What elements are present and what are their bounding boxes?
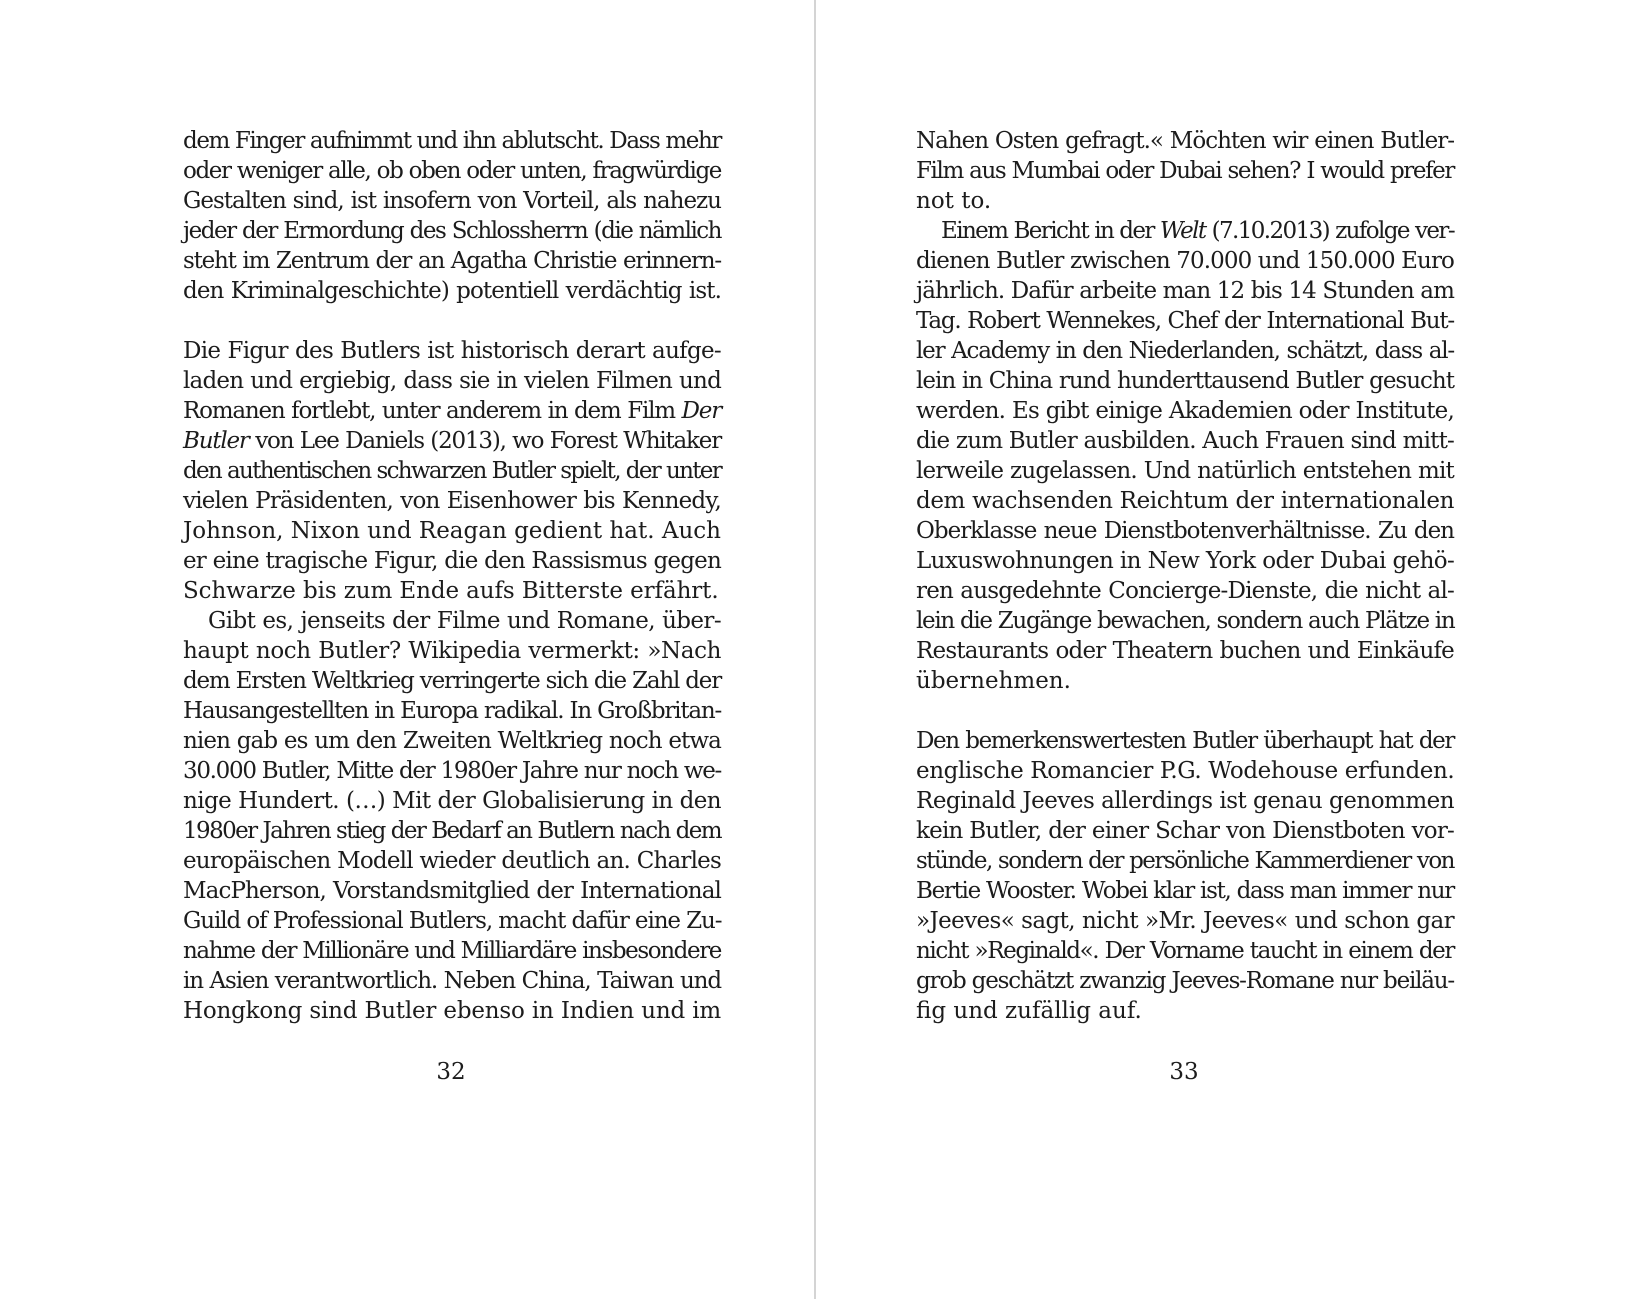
text-line: Luxuswohnungen in New York oder Dubai gehö-	[916, 548, 1455, 574]
page-number: 33	[1169, 1059, 1199, 1085]
text-line: »Jeeves« sagt, nicht »Mr. Jeeves« und schon gar	[916, 908, 1454, 934]
text-line: englische Romancier P.G. Wodehouse erfunden.	[916, 758, 1455, 784]
text-line: die zum Butler ausbilden. Auch Frauen sind mitt-	[916, 428, 1454, 454]
text-line: Reginald Jeeves allerdings ist genau genommen	[916, 788, 1455, 814]
text-line: MacPherson, Vorstandsmitglied der International	[183, 878, 721, 904]
text-line: fig und zufällig auf.	[916, 998, 1142, 1024]
text-segment: von Lee Daniels (2013), wo Forest Whitaker	[248, 428, 721, 454]
text-line-with-title	[916, 216, 1454, 246]
text-line: Gibt es, jenseits der Filme und Romane, über-	[208, 608, 721, 634]
text-line: Guild of Professional Butlers, macht dafür eine Zu-	[183, 908, 722, 934]
text-line: er eine tragische Figur, die den Rassismus gegen	[183, 548, 721, 574]
text-line: übernehmen.	[916, 668, 1071, 694]
text-line: jährlich. Dafür arbeite man 12 bis 14 Stunden am	[916, 278, 1454, 304]
text-line: Die Figur des Butlers ist historisch derart aufge-	[183, 338, 721, 364]
text-line: in Asien verantwortlich. Neben China, Taiwan und	[183, 968, 721, 994]
text-line: not to.	[916, 188, 992, 214]
text-line: haupt noch Butler? Wikipedia vermerkt: »Nach	[183, 638, 721, 664]
page-number: 32	[436, 1059, 466, 1085]
text-line: Hongkong sind Butler ebenso in Indien und im	[183, 998, 721, 1024]
text-line: 1980er Jahren stieg der Bedarf an Butlern nach dem	[183, 818, 721, 844]
text-line: dem Finger aufnimmt und ihn ablutscht. Dass mehr	[183, 128, 721, 154]
text-line: lein die Zugänge bewachen, sondern auch Plätze in	[916, 608, 1455, 634]
text-line-with-title	[183, 396, 721, 426]
text-line: den authentischen schwarzen Butler spielt, der unter	[183, 458, 721, 484]
paragraph-break	[183, 306, 721, 336]
text-line: Schwarze bis zum Ende aufs Bitterste erfährt.	[183, 578, 719, 604]
text-line: vielen Präsidenten, von Eisenhower bis Kennedy,	[183, 488, 721, 514]
text-line: nien gab es um den Zweiten Weltkrieg noch etwa	[183, 728, 721, 754]
text-line: nahme der Millionäre und Milliardäre insbesondere	[183, 938, 721, 964]
newspaper-title-italic: Welt	[1159, 218, 1206, 244]
film-title-italic: Butler	[183, 428, 249, 454]
text-line: europäischen Modell wieder deutlich an. Charles	[183, 848, 721, 874]
text-line: oder weniger alle, ob oben oder unten, fragwürdige	[183, 158, 721, 184]
text-line: lerweile zugelassen. Und natürlich entstehen mit	[916, 458, 1454, 484]
paragraph-break	[916, 696, 1454, 726]
text-line: nige Hundert. (…) Mit der Globalisierung in den	[183, 788, 721, 814]
text-line: Tag. Robert Wennekes, Chef der International But-	[916, 308, 1454, 334]
text-line: kein Butler, der einer Schar von Dienstboten vor-	[916, 818, 1454, 844]
left-page-text	[183, 126, 721, 1026]
text-line: nicht »Reginald«. Der Vorname taucht in einem der	[916, 938, 1454, 964]
text-line: Hausangestellten in Europa radikal. In Großbritan-	[183, 698, 722, 724]
text-line: Den bemerkenswertesten Butler überhaupt hat der	[916, 728, 1454, 754]
text-line: dem wachsenden Reichtum der internationalen	[916, 488, 1454, 514]
text-line-with-title	[183, 426, 721, 456]
text-line: Nahen Osten gefragt.« Möchten wir einen Butler-	[916, 128, 1454, 154]
text-line: dienen Butler zwischen 70.000 und 150.000 Euro	[916, 248, 1454, 274]
text-line: grob geschätzt zwanzig Jeeves-Romane nur beiläu-	[916, 968, 1454, 994]
text-segment: (7.10.2013) zufolge ver-	[1205, 218, 1454, 244]
text-line: jeder der Ermordung des Schlossherrn (die nämlich	[183, 218, 721, 244]
film-title-italic: Der	[681, 398, 721, 424]
text-line: lein in China rund hunderttausend Butler gesucht	[916, 368, 1454, 394]
text-line: Bertie Wooster. Wobei klar ist, dass man immer nur	[916, 878, 1454, 904]
text-line: Restaurants oder Theatern buchen und Einkäufe	[916, 638, 1454, 664]
text-segment: Einem Bericht in der	[941, 218, 1160, 244]
text-line: 30.000 Butler, Mitte der 1980er Jahre nur noch we-	[183, 758, 721, 784]
page-gutter	[814, 0, 816, 1299]
text-line: Oberklasse neue Dienstbotenverhältnisse. Zu den	[916, 518, 1454, 544]
text-line: Film aus Mumbai oder Dubai sehen? I would prefer	[916, 158, 1454, 184]
text-line: laden und ergiebig, dass sie in vielen Filmen und	[183, 368, 721, 394]
text-line: Gestalten sind, ist insofern von Vorteil, als nahezu	[183, 188, 721, 214]
text-line: den Kriminalgeschichte) potentiell verdächtig ist.	[183, 278, 721, 304]
text-line: ren ausgedehnte Concierge-Dienste, die nicht al-	[916, 578, 1454, 604]
text-line: Johnson, Nixon und Reagan gedient hat. Auch	[183, 518, 721, 544]
text-line: dem Ersten Weltkrieg verringerte sich die Zahl der	[183, 668, 721, 694]
text-line: stünde, sondern der persönliche Kammerdiener von	[916, 848, 1454, 874]
text-segment: Romanen fortlebt, unter anderem in dem Film	[183, 398, 682, 424]
text-line: werden. Es gibt einige Akademien oder Institute,	[916, 398, 1454, 424]
text-line: ler Academy in den Niederlanden, schätzt, dass al-	[916, 338, 1454, 364]
right-page-text	[916, 126, 1454, 1026]
text-line: steht im Zentrum der an Agatha Christie erinnern-	[183, 248, 721, 274]
